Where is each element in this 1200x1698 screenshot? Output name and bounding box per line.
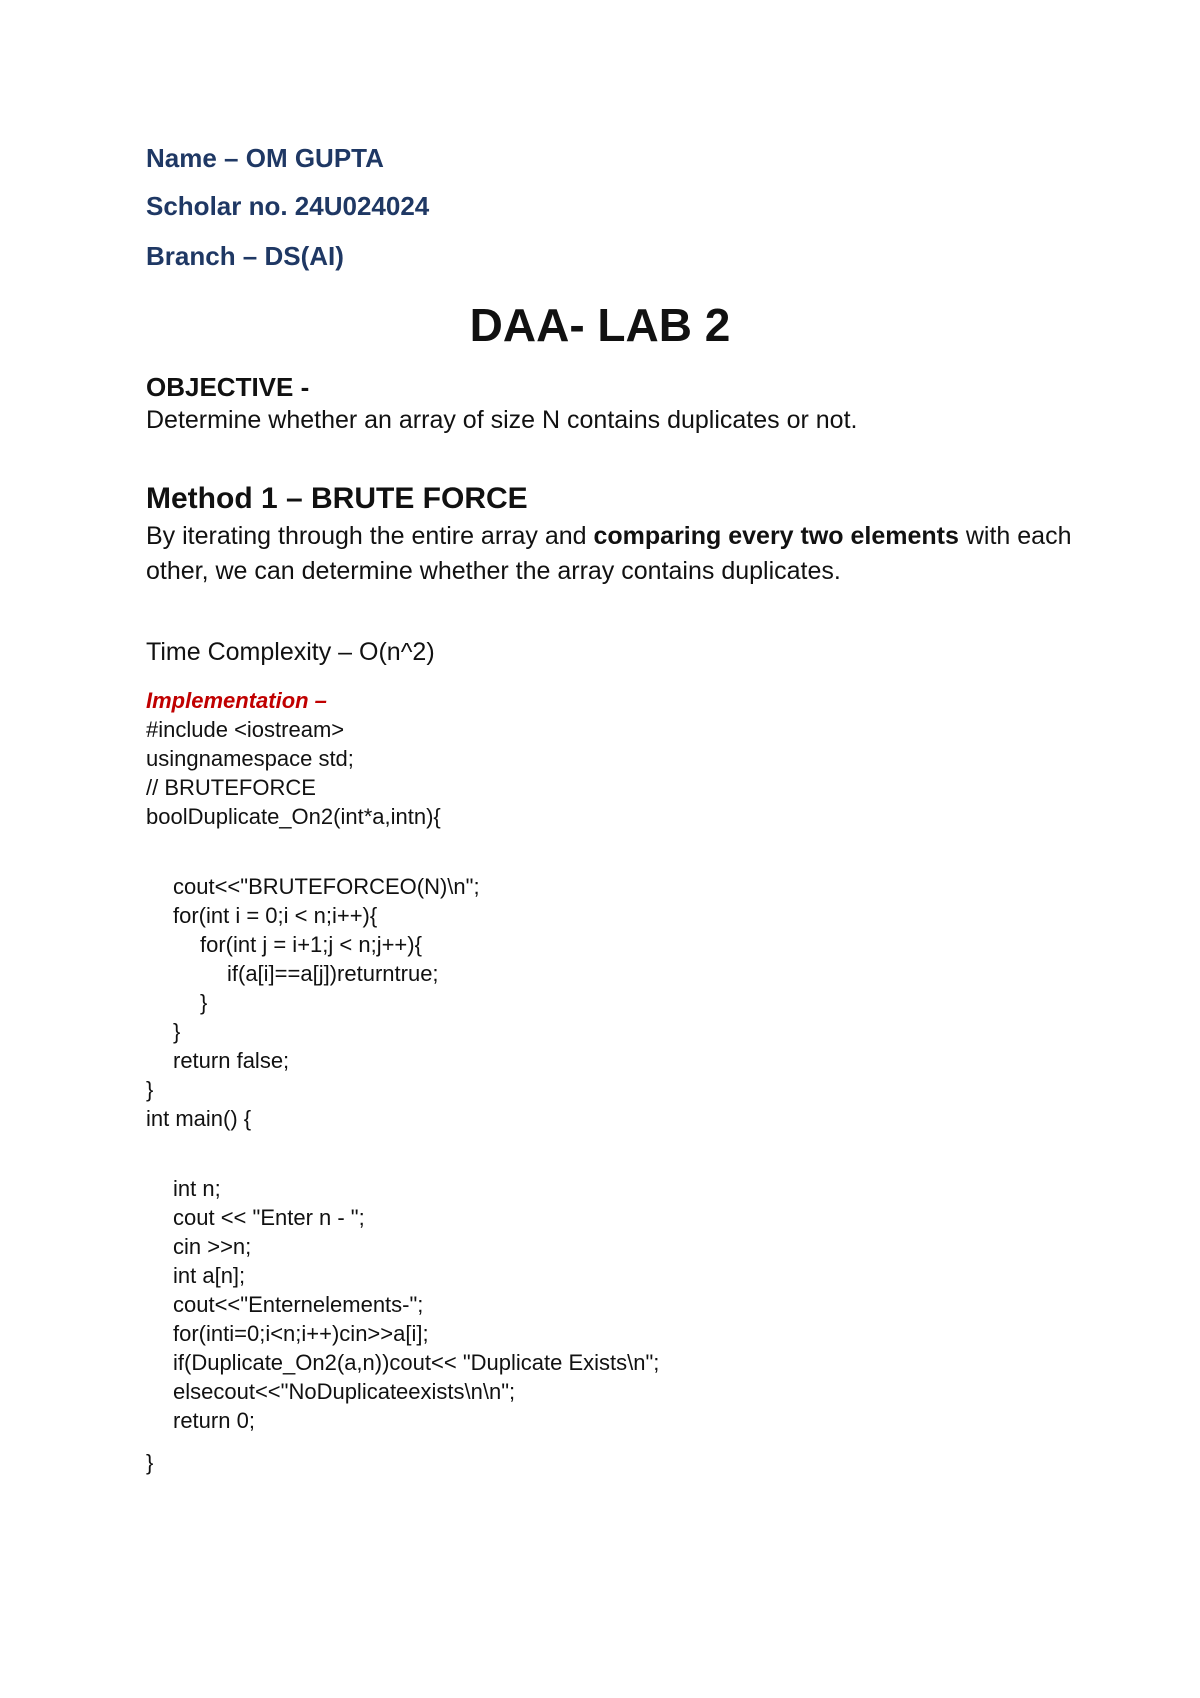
code-line: // BRUTEFORCE <box>146 775 316 800</box>
code-line: cout<<"Enternelements-"; <box>173 1292 424 1317</box>
code-line: if(a[i]==a[j])returntrue; <box>227 961 439 986</box>
code-line: } <box>146 1077 154 1102</box>
code-line: #include <iostream> <box>146 717 345 742</box>
method-description-part: with each other, we can determine whether the array contains duplicates. <box>146 522 1072 585</box>
code-line: int a[n]; <box>173 1263 246 1288</box>
code-line: cout << "Enter n - "; <box>173 1205 365 1230</box>
branch: Branch – DS(AI) <box>146 241 344 271</box>
code-line: int main() { <box>146 1106 252 1131</box>
code-line: } <box>173 1019 181 1044</box>
code-line: int n; <box>173 1176 221 1201</box>
code-line: } <box>146 1450 154 1475</box>
code-line: boolDuplicate_On2(int*a,intn){ <box>146 804 441 829</box>
code-line: cout<<"BRUTEFORCEO(N)\n"; <box>173 874 480 899</box>
code-line: for(int j = i+1;j < n;j++){ <box>200 932 422 957</box>
scholar-number: Scholar no. 24U024024 <box>146 191 430 221</box>
student-name: Name – OM GUPTA <box>146 143 384 173</box>
method-heading: Method 1 – BRUTE FORCE <box>146 482 528 515</box>
objective-text: Determine whether an array of size N contains duplicates or not. <box>146 406 858 434</box>
method-description <box>146 519 1076 589</box>
code-line: elsecout<<"NoDuplicateexists\n\n"; <box>173 1379 516 1404</box>
code-line: cin >>n; <box>173 1234 252 1259</box>
code-line: } <box>200 990 208 1015</box>
code-line: return 0; <box>173 1408 255 1433</box>
implementation-label: Implementation – <box>146 688 327 713</box>
code-line: for(int i = 0;i < n;i++){ <box>173 903 378 928</box>
objective-heading: OBJECTIVE - <box>146 372 310 402</box>
code-line: usingnamespace std; <box>146 746 354 771</box>
code-line: return false; <box>173 1048 290 1073</box>
time-complexity: Time Complexity – O(n^2) <box>146 638 435 666</box>
code-line: for(inti=0;i<n;i++)cin>>a[i]; <box>173 1321 429 1346</box>
document-title: DAA- LAB 2 <box>469 299 731 351</box>
method-description-bold: comparing every two elements <box>593 522 959 550</box>
code-line: if(Duplicate_On2(a,n))cout<< "Duplicate Exists\n"; <box>173 1350 660 1375</box>
method-description-part: By iterating through the entire array and <box>146 522 594 550</box>
